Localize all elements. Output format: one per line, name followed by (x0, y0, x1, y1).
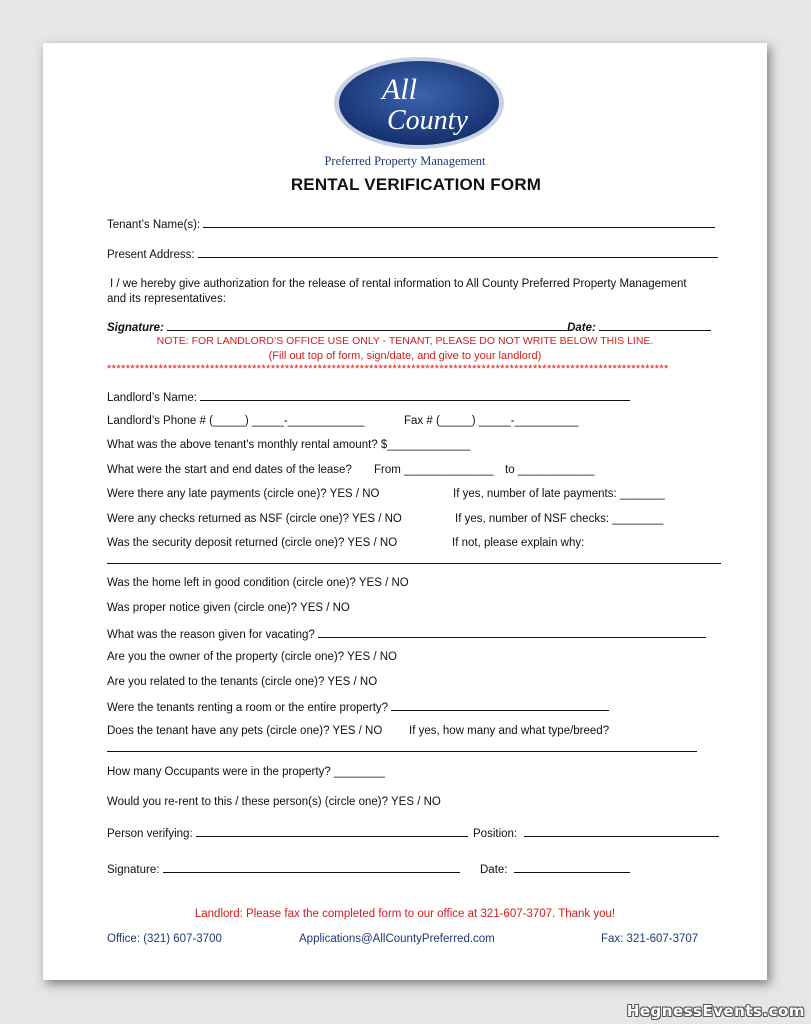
person-verifying-field[interactable] (196, 825, 468, 837)
tenant-date-field[interactable] (599, 319, 711, 331)
fax-note: Landlord: Please fax the completed form to our office at 321-607-3707. Thank you! (194, 908, 616, 920)
tenant-signature-row: Signature: Date: (107, 319, 711, 335)
watermark: HegnessEvents.com (626, 1002, 805, 1020)
landlord-signature-field[interactable] (163, 861, 460, 873)
nsf-checks-question[interactable]: Were any checks returned as NSF (circle one)? YES / NO (107, 513, 402, 525)
fill-out-note: (Fill out top of form, sign/date, and give to your landlord) (268, 350, 542, 362)
fax-number: Fax: 321-607-3707 (601, 933, 699, 945)
owner-question[interactable]: Are you the owner of the property (circle one)? YES / NO (107, 651, 397, 663)
landlord-name-field[interactable] (200, 389, 630, 401)
nsf-count[interactable]: If yes, number of NSF checks: ________ (455, 513, 664, 525)
rerent-question[interactable]: Would you re-rent to this / these person(s) (circle one)? YES / NO (107, 796, 441, 808)
proper-notice-question[interactable]: Was proper notice given (circle one)? YES / NO (107, 602, 350, 614)
reason-vacating-row: What was the reason given for vacating? (107, 626, 706, 642)
reason-vacating-field[interactable] (318, 626, 706, 638)
form-title: RENTAL VERIFICATION FORM (290, 175, 542, 194)
monthly-rent[interactable]: What was the above tenant's monthly rental amount? $_____________ (107, 439, 471, 451)
pets-type-label: If yes, how many and what type/breed? (409, 725, 610, 737)
logo-tagline: Preferred Property Management (324, 154, 486, 168)
tenant-signature-field[interactable] (167, 319, 567, 331)
lease-to-field[interactable]: to ____________ (505, 464, 595, 476)
position-field[interactable] (524, 825, 719, 837)
renting-row: Were the tenants renting a room or the entire property? (107, 699, 609, 715)
separator-stars: ************************************************************************************************************************ (107, 364, 669, 374)
authorization-line-2: and its representatives: (107, 293, 226, 305)
pets-question[interactable]: Does the tenant have any pets (circle one)? YES / NO (107, 725, 383, 737)
explain-field[interactable] (107, 552, 721, 568)
position-row: Position: (473, 825, 719, 841)
renting-field[interactable] (391, 699, 609, 711)
office-phone: Office: (321) 607-3700 (107, 933, 222, 945)
good-condition-question[interactable]: Was the home left in good condition (circle one)? YES / NO (107, 577, 409, 589)
office-use-note: NOTE: FOR LANDLORD’S OFFICE USE ONLY - TENANT, PLEASE DO NOT WRITE BELOW THIS LINE. (156, 335, 654, 347)
present-address-field[interactable] (198, 246, 718, 258)
tenant-names-field[interactable] (203, 216, 715, 228)
landlord-date-field[interactable] (514, 861, 630, 873)
late-payments-question[interactable]: Were there any late payments (circle one)? YES / NO (107, 488, 380, 500)
form-page (43, 43, 767, 980)
late-payments-count[interactable]: If yes, number of late payments: _______ (453, 488, 665, 500)
person-verifying-row: Person verifying: (107, 825, 468, 841)
svg-text:All: All (382, 73, 417, 106)
lease-from-field[interactable]: From ______________ (374, 464, 494, 476)
lease-dates-question: What were the start and end dates of the lease? (107, 464, 352, 476)
explain-label: If not, please explain why: (452, 537, 585, 549)
security-deposit-question[interactable]: Was the security deposit returned (circle one)? YES / NO (107, 537, 398, 549)
landlord-signature-row: Signature: (107, 861, 460, 877)
landlord-date-row: Date: (480, 861, 630, 877)
pets-type-field[interactable] (107, 740, 697, 756)
related-question[interactable]: Are you related to the tenants (circle one)? YES / NO (107, 676, 378, 688)
email-link[interactable]: Applications@AllCountyPreferred.com (299, 933, 495, 945)
tenant-names-row: Tenant’s Name(s): (107, 216, 715, 232)
all-county-logo (332, 55, 506, 151)
landlord-fax[interactable]: Fax # (_____) _____-__________ (404, 415, 579, 427)
occupants-question[interactable]: How many Occupants were in the property? ________ (107, 766, 386, 778)
landlord-name-row: Landlord’s Name: (107, 389, 630, 405)
authorization-line-1: I / we hereby give authorization for the release of rental information to All County Preferred Property Management (110, 278, 687, 290)
present-address-row: Present Address: (107, 246, 718, 262)
landlord-phone[interactable]: Landlord’s Phone # (_____) _____-____________ (107, 415, 365, 427)
svg-text:County: County (387, 105, 468, 136)
